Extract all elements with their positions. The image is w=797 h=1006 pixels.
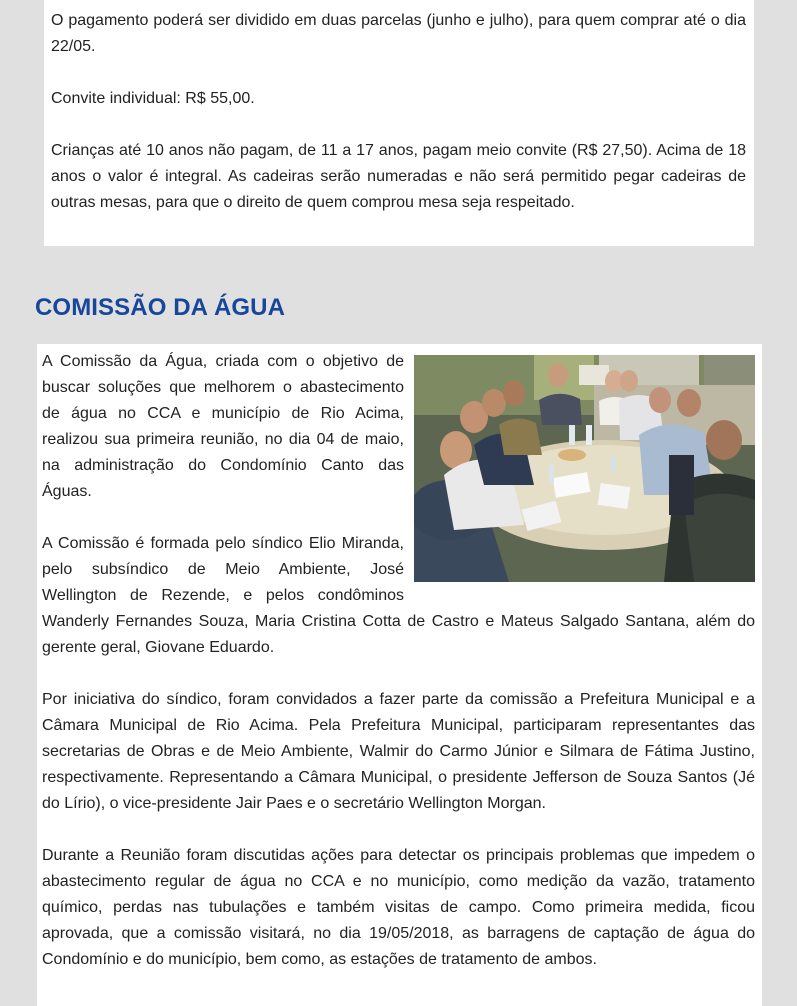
meeting-actions-paragraph: Durante a Reunião foram discutidas ações para detectar os principais problemas que impedem o abastecimento regular de água no CCA e no município, como medição da vazão, tratamento químico, perdas nas tubulações e também visitas de campo. Como primeira medida, ficou aprovada, que a comissão visitará, no dia 19/05/2018, as barragens de captação de água do Condomínio e do município, bem como, as estações de tratamento de ambos.: [42, 847, 755, 968]
ticket-price-paragraph: Convite individual: R$ 55,00.: [51, 90, 255, 107]
invited-institutions-paragraph: Por iniciativa do síndico, foram convidados a fazer parte da comissão a Prefeitura Municipal e a Câmara Municipal de Rio Acima. Pela Prefeitura Municipal, participaram representantes das secretarias de Obras e de Meio Ambiente, Walmir do Carmo Júnior e Silmara de Fátima Justino, respectivamente. Representando a Câmara Municipal, o presidente Jefferson de Souza Santos (Jé do Lírio), o vice-presidente Jair Paes e o secretário Wellington Morgan.: [42, 691, 755, 812]
commission-intro-paragraph: A Comissão da Água, criada com o objetivo de buscar soluções que melhorem o abastecimento de água no CCA e município de Rio Acima, realizou sua primeira reunião, no dia 04 de maio, na administração do Condomínio Canto das Águas.: [42, 353, 404, 500]
previous-article-body: [51, 8, 746, 216]
previous-article-card: [44, 0, 754, 246]
article-body: [42, 349, 755, 973]
article-card: [37, 344, 762, 1006]
section-title: COMISSÃO DA ÁGUA: [35, 294, 286, 321]
children-pricing-paragraph: Crianças até 10 anos não pagam, de 11 a 17 anos, pagam meio convite (R$ 27,50). Acima de 18 anos o valor é integral. As cadeiras serão numeradas e não será permitido pegar cadeiras de outras mesas, para que o direito de quem comprou mesa seja respeitado.: [51, 142, 746, 211]
meeting-photo: [414, 355, 755, 582]
payment-paragraph: O pagamento poderá ser dividido em duas parcelas (junho e julho), para quem comprar até o dia 22/05.: [51, 12, 746, 55]
commission-members-paragraph: A Comissão é formada pelo síndico Elio Miranda, pelo subsíndico de Meio Ambiente, José Wellington de Rezende, e pelos condôminos Wanderly Fernandes Souza, Maria Cristina Cotta de Castro e Mateus Salgado Santana, além do gerente geral, Giovane Eduardo.: [42, 535, 755, 656]
